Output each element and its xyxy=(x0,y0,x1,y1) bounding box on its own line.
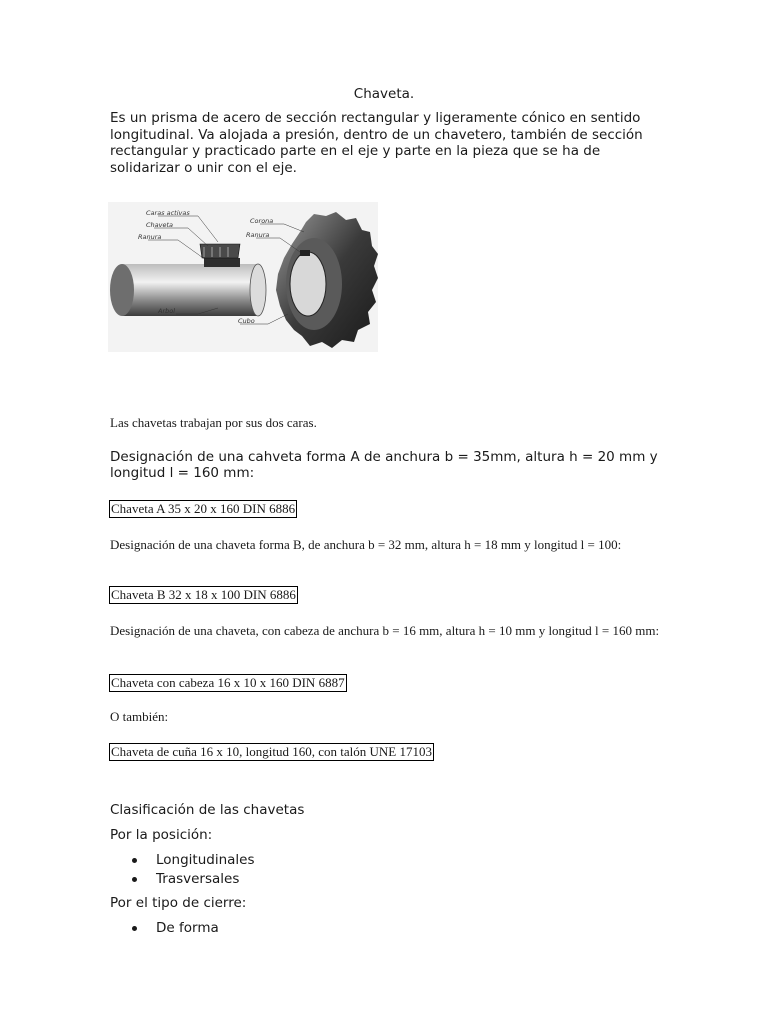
label-cubo: Cubo xyxy=(238,317,255,325)
designation-d-box: Chaveta de cuña 16 x 10, longitud 160, con talón UNE 17103 xyxy=(111,744,432,759)
label-corona: Corona xyxy=(250,217,274,225)
list-item: Longitudinales xyxy=(110,851,255,870)
closure-heading: Por el tipo de cierre: xyxy=(110,895,247,911)
list-item: Trasversales xyxy=(110,870,255,889)
classification-heading: Clasificación de las chavetas xyxy=(110,802,305,818)
position-heading: Por la posición: xyxy=(110,827,213,843)
label-ranura-right: Ranura xyxy=(246,231,270,239)
closure-list xyxy=(110,919,219,938)
designation-a-box: Chaveta A 35 x 20 x 160 DIN 6886 xyxy=(111,501,296,516)
label-chaveta: Chaveta xyxy=(146,221,174,229)
designation-c-paragraph: Designación de una chaveta, con cabeza de anchura b = 16 mm, altura h = 10 mm y longitud l = 160 mm: xyxy=(110,623,660,638)
position-list xyxy=(110,851,255,888)
intro-paragraph: Es un prisma de acero de sección rectangular y ligeramente cónico en sentido longitudinal. Va alojada a presión, dentro de un chavetero, también de sección rectangular y practicado parte en el eje y parte en la pieza que se ha de solidarizar o unir con el eje. xyxy=(110,110,643,176)
key xyxy=(200,244,240,258)
designation-b-paragraph: Designación de una chaveta forma B, de anchura b = 32 mm, altura h = 18 mm y longitud l = 100: xyxy=(110,537,622,552)
shaft-gear-key-figure xyxy=(108,202,378,352)
tambien-paragraph: O también: xyxy=(110,709,169,724)
document-title: Chaveta. xyxy=(353,86,415,102)
list-item: De forma xyxy=(110,919,219,938)
designation-a-paragraph: Designación de una cahveta forma A de anchura b = 35mm, altura h = 20 mm y longitud l = 160 mm: xyxy=(110,449,658,481)
caras-paragraph: Las chavetas trabajan por sus dos caras. xyxy=(110,415,317,430)
designation-b-box: Chaveta B 32 x 18 x 100 DIN 6886 xyxy=(111,587,296,602)
designation-c-box: Chaveta con cabeza 16 x 10 x 160 DIN 6887 xyxy=(111,675,345,690)
label-arbol: Arbol xyxy=(158,307,176,315)
shaft xyxy=(110,258,266,316)
label-caras-activas: Caras activas xyxy=(146,209,190,217)
label-ranura-left: Ranura xyxy=(138,233,162,241)
